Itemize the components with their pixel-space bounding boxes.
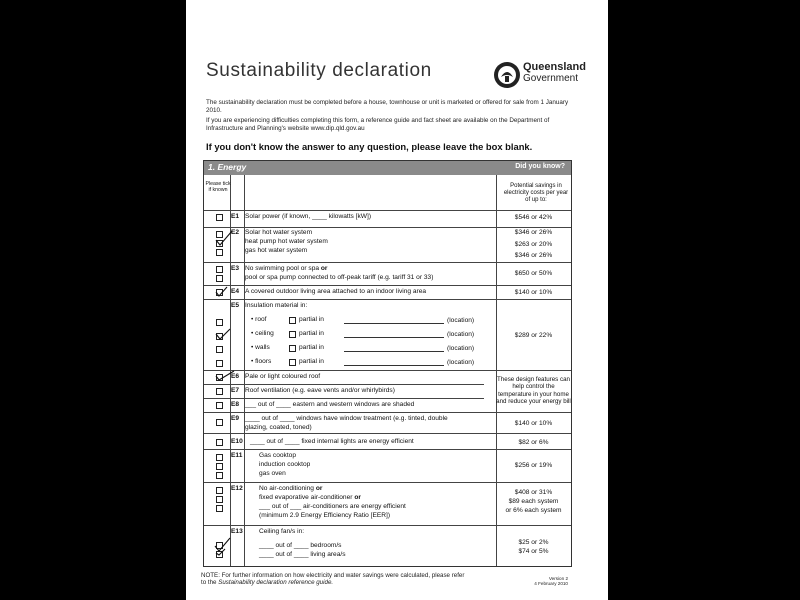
row-text: Pale or light coloured roof bbox=[245, 373, 321, 380]
checkbox-e11-gas-oven[interactable] bbox=[216, 472, 223, 479]
instruction-text: If you don't know the answer to any question, please leave the box blank. bbox=[206, 141, 533, 152]
row-saving-3: $346 or 26% bbox=[514, 252, 553, 259]
checkbox-e5-walls[interactable] bbox=[216, 346, 223, 353]
row-text: Solar power (if known, ____ kilowatts [kW]) bbox=[245, 213, 372, 220]
location-input-ceiling[interactable] bbox=[344, 337, 444, 338]
row-border bbox=[204, 398, 484, 399]
row-code: E5 bbox=[231, 302, 240, 309]
row-line-2: glazing, coated, toned) bbox=[245, 424, 312, 431]
tick-column-header: Please tick if known bbox=[205, 181, 231, 193]
checkbox-e3-pump[interactable] bbox=[216, 275, 223, 282]
energy-table bbox=[203, 160, 572, 567]
location-input-floors[interactable] bbox=[344, 365, 444, 366]
row-line-2: ____ out of ____ living area/s bbox=[259, 551, 346, 558]
row-saving: $140 or 10% bbox=[514, 289, 553, 296]
row-saving: $650 or 50% bbox=[514, 270, 553, 277]
location-label: (location) bbox=[447, 317, 475, 324]
insulation-item-roof: • roof bbox=[251, 316, 267, 323]
row-line-1 bbox=[259, 485, 322, 492]
checkbox-e10[interactable] bbox=[216, 439, 223, 446]
row-code: E11 bbox=[231, 452, 243, 459]
row-text: ___ out of ____ eastern and western windows are shaded bbox=[245, 401, 415, 408]
row-line-2 bbox=[259, 494, 361, 501]
queensland-government-logo bbox=[493, 61, 603, 89]
row-line-2-text: fixed evaporative air-conditioner bbox=[259, 494, 353, 501]
row-saving-2: $89 each system bbox=[508, 498, 559, 505]
row-border bbox=[204, 210, 571, 211]
row-line-1: ____ out of ____ windows have window treatment (e.g. tinted, double bbox=[245, 415, 448, 422]
row-line-1: Gas cooktop bbox=[259, 452, 297, 459]
row-code: E12 bbox=[231, 485, 243, 492]
checkbox-e1[interactable] bbox=[216, 214, 223, 221]
row-border bbox=[204, 370, 571, 371]
or-word: or bbox=[354, 494, 361, 501]
row-saving-1: $408 or 31% bbox=[514, 489, 553, 496]
row-line-1-text: No air-conditioning bbox=[259, 485, 314, 492]
or-word: or bbox=[320, 265, 328, 272]
checkbox-e5-roof-partial[interactable] bbox=[289, 317, 296, 324]
location-label: (location) bbox=[447, 345, 475, 352]
row-border bbox=[204, 412, 571, 413]
item-label: ceiling bbox=[255, 330, 274, 337]
partial-label: partial in bbox=[299, 358, 324, 365]
row-saving-2: $263 or 20% bbox=[514, 241, 553, 248]
row-line-2: induction cooktop bbox=[259, 461, 311, 468]
row-border bbox=[204, 433, 571, 434]
insulation-item-ceiling: • ceiling bbox=[251, 330, 274, 337]
location-label: (location) bbox=[447, 331, 475, 338]
partial-label: partial in bbox=[299, 344, 324, 351]
row-border bbox=[204, 285, 571, 286]
row-border bbox=[204, 262, 571, 263]
row-code: E2 bbox=[231, 229, 240, 236]
note-line-2 bbox=[201, 579, 491, 586]
handwritten-tick-icon bbox=[215, 286, 229, 297]
row-text: Roof ventilation (e.g. eave vents and/or whirlybirds) bbox=[245, 387, 395, 394]
row-code: E8 bbox=[231, 401, 240, 408]
row-border bbox=[204, 482, 571, 483]
row-line-3: ___ out of ___ air-conditioners are energy efficient bbox=[259, 503, 406, 510]
row-text: Insulation material in: bbox=[245, 302, 308, 309]
row-line-3: gas hot water system bbox=[245, 247, 308, 254]
checkbox-e5-floors[interactable] bbox=[216, 360, 223, 367]
row-line-1-text: No swimming pool or spa bbox=[245, 265, 320, 272]
checkbox-e5-floors-partial[interactable] bbox=[289, 359, 296, 366]
insulation-item-floors: • floors bbox=[251, 358, 272, 365]
row-code: E1 bbox=[231, 213, 240, 220]
checkbox-e12-efficient[interactable] bbox=[216, 505, 223, 512]
checkbox-e12-no-ac[interactable] bbox=[216, 487, 223, 494]
version-number: Version 2 bbox=[548, 576, 568, 581]
checkbox-e11-gas-cooktop[interactable] bbox=[216, 454, 223, 461]
row-border bbox=[204, 449, 571, 450]
logo-text-queensland: Queensland bbox=[523, 61, 586, 73]
checkbox-e12-evaporative[interactable] bbox=[216, 496, 223, 503]
row-code: E6 bbox=[231, 373, 240, 380]
checkbox-e11-induction[interactable] bbox=[216, 463, 223, 470]
form-page bbox=[186, 0, 608, 600]
section-title: 1. Energy bbox=[208, 162, 247, 172]
version-info bbox=[506, 576, 568, 587]
row-line-4: (minimum 2.9 Energy Efficiency Ratio [EER]) bbox=[259, 512, 391, 519]
note-line-2-prefix: to the bbox=[201, 579, 217, 586]
row-line-1: Solar hot water system bbox=[245, 229, 313, 236]
version-date: 4 February 2010 bbox=[534, 581, 568, 587]
checkbox-e7[interactable] bbox=[216, 388, 223, 395]
row-text: ____ out of ____ fixed internal lights are energy efficient bbox=[250, 438, 414, 445]
location-input-roof[interactable] bbox=[344, 323, 444, 324]
row-line-1 bbox=[245, 265, 327, 272]
row-border bbox=[204, 384, 484, 385]
location-label: (location) bbox=[447, 359, 475, 366]
row-text: Ceiling fan/s in: bbox=[259, 528, 305, 535]
row-saving: $289 or 22% bbox=[514, 332, 553, 339]
handwritten-tick-icon bbox=[215, 328, 231, 340]
checkbox-e5-walls-partial[interactable] bbox=[289, 345, 296, 352]
row-line-2: heat pump hot water system bbox=[245, 238, 328, 245]
row-line-3: gas oven bbox=[259, 470, 286, 477]
row-saving: $82 or 6% bbox=[518, 439, 549, 446]
crest-icon bbox=[493, 61, 521, 89]
row-code: E3 bbox=[231, 265, 240, 272]
row-saving: $546 or 42% bbox=[514, 214, 553, 221]
row-saving-1: $25 or 2% bbox=[518, 539, 549, 546]
row-code: E10 bbox=[231, 438, 243, 445]
reference-guide-title: Sustainability declaration reference guide. bbox=[218, 579, 334, 586]
row-border bbox=[204, 525, 571, 526]
intro-paragraph-2: If you are experiencing difficulties completing this form, a reference guide and fact sheet are available on the Department of Infrastructure and Planning's website www.dip.qld.gov.au bbox=[206, 117, 550, 133]
row-code: E9 bbox=[231, 415, 240, 422]
design-features-note: These design features can help control the temperature in your home and reduce your energy bill bbox=[496, 376, 571, 406]
row-code: E7 bbox=[231, 387, 240, 394]
savings-column-header: Potential savings in electricity costs per year of up to: bbox=[503, 183, 569, 204]
row-saving-1: $346 or 26% bbox=[514, 229, 553, 236]
row-text: A covered outdoor living area attached to an indoor living area bbox=[245, 288, 427, 295]
did-you-know-label: Did you know? bbox=[515, 163, 565, 170]
row-saving: $140 or 10% bbox=[514, 420, 553, 427]
checkbox-e8[interactable] bbox=[216, 402, 223, 409]
row-code: E4 bbox=[231, 288, 240, 295]
row-border bbox=[204, 227, 571, 228]
row-code: E13 bbox=[231, 528, 243, 535]
item-label: walls bbox=[255, 344, 270, 351]
row-saving: $256 or 19% bbox=[514, 462, 553, 469]
checkbox-e9[interactable] bbox=[216, 419, 223, 426]
checkbox-e5-ceiling-partial[interactable] bbox=[289, 331, 296, 338]
checkbox-e2-gas[interactable] bbox=[216, 249, 223, 256]
page-title: Sustainability declaration bbox=[206, 60, 432, 81]
row-saving-3: or 6% each system bbox=[505, 507, 562, 514]
row-line-2: pool or spa pump connected to off-peak tariff (e.g. tariff 31 or 33) bbox=[245, 274, 434, 281]
note-line-1: NOTE: For further information on how electricity and water savings were calculated, please refer bbox=[201, 572, 465, 579]
row-line-1: ____ out of ____ bedroom/s bbox=[259, 542, 342, 549]
handwritten-tick-icon bbox=[214, 536, 232, 556]
or-word: or bbox=[315, 485, 323, 492]
logo-text-government: Government bbox=[523, 73, 579, 84]
footer-note bbox=[201, 572, 491, 586]
checkbox-e3-no-pool[interactable] bbox=[216, 266, 223, 273]
checkbox-e5-roof[interactable] bbox=[216, 319, 223, 326]
item-label: floors bbox=[255, 358, 272, 365]
item-label: roof bbox=[255, 316, 267, 323]
location-input-walls[interactable] bbox=[344, 351, 444, 352]
insulation-item-walls: • walls bbox=[251, 344, 270, 351]
partial-label: partial in bbox=[299, 316, 324, 323]
intro-paragraph-1: The sustainability declaration must be completed before a house, townhouse or unit is marketed or offered for sale from 1 January 2010. bbox=[206, 99, 569, 115]
row-saving-2: $74 or 5% bbox=[518, 548, 549, 555]
section-header-bar bbox=[204, 161, 571, 175]
row-border bbox=[204, 299, 571, 300]
partial-label: partial in bbox=[299, 330, 324, 337]
